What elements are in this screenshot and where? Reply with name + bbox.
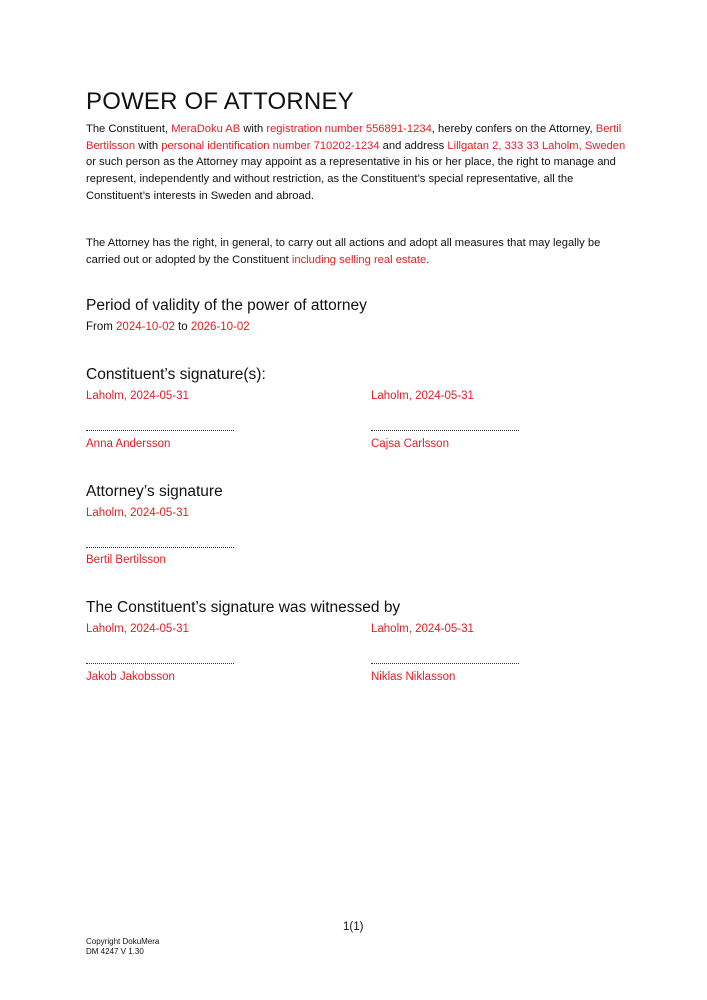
- intro-paragraph: [86, 121, 631, 205]
- text: , hereby confers on the Attorney,: [431, 123, 596, 135]
- signature-line: [86, 430, 234, 431]
- copyright: Copyright DokuMera: [86, 937, 160, 946]
- from-label: From: [86, 321, 117, 333]
- signature-line: [86, 663, 234, 664]
- witnesses-heading: The Constituent’s signature was witnessed by: [86, 599, 401, 616]
- constituent-right-place-date: Laholm, 2024-05-31: [371, 390, 474, 402]
- constituent-left-place-date: Laholm, 2024-05-31: [86, 390, 189, 402]
- attorney-place-date: Laholm, 2024-05-31: [86, 507, 189, 519]
- validity-heading: Period of validity of the power of attorney: [86, 297, 367, 314]
- witness-left-place-date: Laholm, 2024-05-31: [86, 623, 189, 635]
- to-label: to: [174, 321, 191, 333]
- witness-left-name: Jakob Jakobsson: [86, 671, 175, 683]
- extra-rights: including selling real estate: [291, 253, 427, 266]
- signature-line: [371, 430, 519, 431]
- rights-paragraph: [86, 235, 631, 268]
- text: The Attorney has the right, in general, to carry out all actions and adopt all measures that may legally be carried out or adopted by the Constituent: [86, 237, 601, 266]
- text: The Constituent,: [86, 123, 172, 135]
- to-date: 2026-10-02: [190, 321, 250, 333]
- text: or such person as the Attorney may appoint as a representative in his or her place, the right to manage and represent, independently and without restriction, as the Constituent’s special representative, all the Constituent’s interests in Sweden and abroad.: [86, 156, 616, 202]
- address: Lillgatan 2, 333 33 Laholm, Sweden: [447, 139, 626, 152]
- attorney-name: Bertil Bertilsson: [86, 123, 622, 152]
- validity-period: [86, 321, 250, 333]
- page-title: POWER OF ATTORNEY: [86, 88, 354, 115]
- attorney-signature-heading: Attorney’s signature: [86, 483, 223, 500]
- signature-line: [371, 663, 519, 664]
- from-date: 2024-10-02: [116, 321, 175, 333]
- text: and address: [379, 139, 448, 152]
- constituent-signatures-heading: Constituent’s signature(s):: [86, 366, 266, 383]
- registration-number: registration number 556891-1234: [266, 123, 432, 135]
- attorney-signer-name: Bertil Bertilsson: [86, 554, 166, 566]
- text: .: [426, 253, 430, 266]
- document-id: DM 4247 V 1.30: [86, 947, 144, 956]
- witness-right-place-date: Laholm, 2024-05-31: [371, 623, 474, 635]
- signature-line: [86, 547, 234, 548]
- personal-id: personal identification number 710202-1234: [161, 139, 380, 152]
- witness-right-name: Niklas Niklasson: [371, 671, 456, 683]
- text: with: [240, 123, 267, 135]
- constituent-left-name: Anna Andersson: [86, 438, 171, 450]
- constituent-name: MeraDoku AB: [171, 123, 241, 135]
- text: with: [135, 139, 162, 152]
- page-number: 1(1): [343, 921, 364, 933]
- constituent-right-name: Cajsa Carlsson: [371, 438, 449, 450]
